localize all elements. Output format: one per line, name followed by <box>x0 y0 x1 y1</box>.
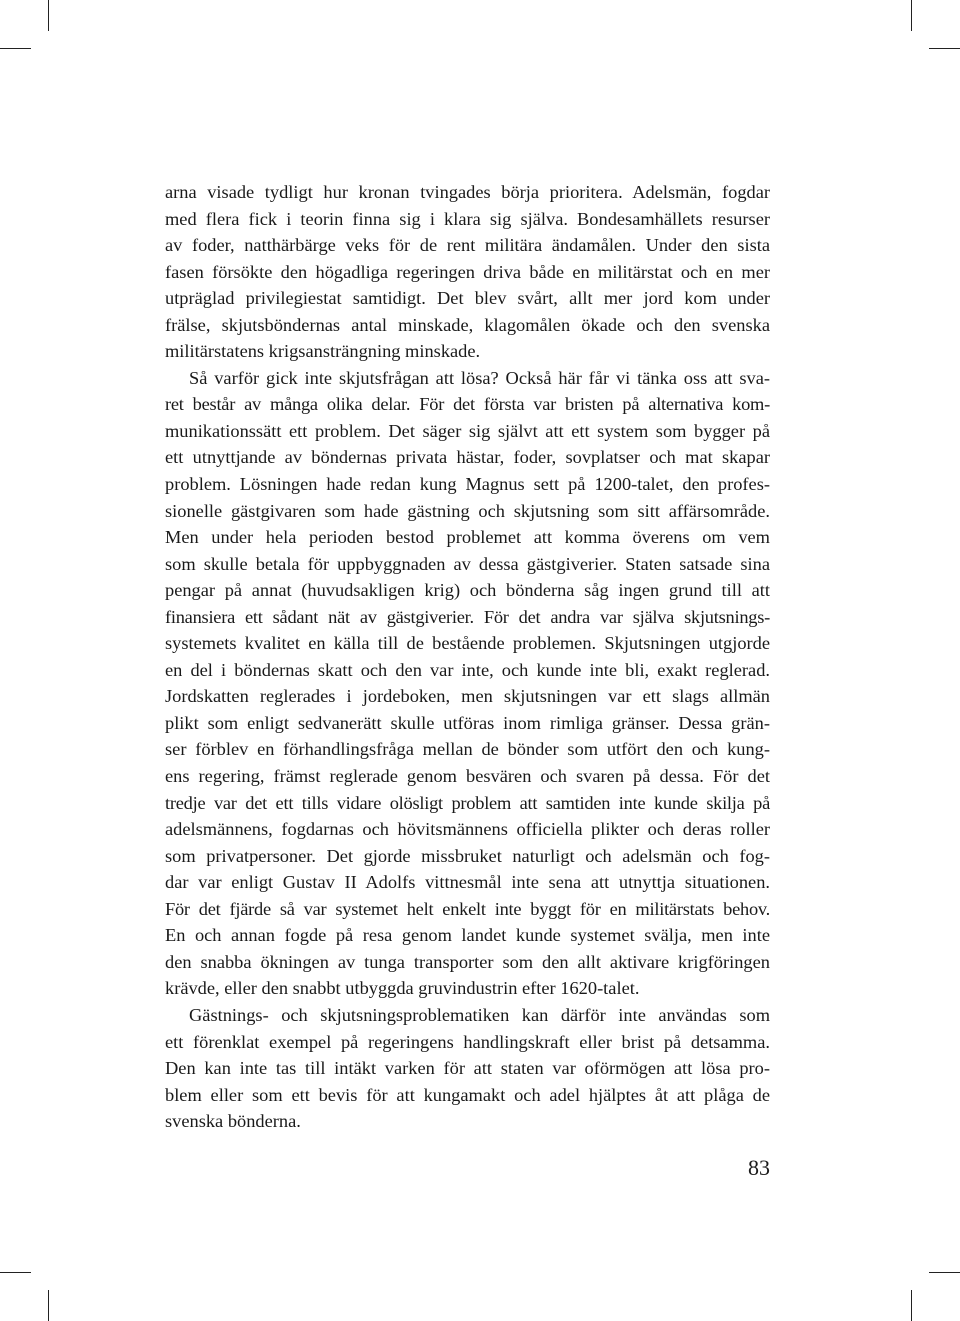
crop-mark-bottom-left <box>48 1290 49 1321</box>
crop-mark-right-top <box>929 48 960 49</box>
text-line: adelsmännens, fogdarnas och hövitsmännens officiella plikter och deras roller <box>165 819 770 840</box>
text-line-indented: Så varför gick inte skjutsfrågan att lösa? Också här får vi tänka oss att sva- <box>189 367 770 388</box>
text-line: Men under hela perioden bestod problemet att komma överens om vem <box>165 527 770 548</box>
text-line: krävde, eller den snabbt utbyggda gruvindustrin efter 1620-talet. <box>165 978 640 999</box>
text-line: den snabba ökningen av tunga transporter som den allt aktivare krigföringen <box>165 951 770 972</box>
text-line: svenska bönderna. <box>165 1111 301 1132</box>
text-line: finansiera ett sådant nät av gästgiverier. För det andra var själva skjutsnings- <box>165 606 770 627</box>
crop-mark-left-top <box>0 48 31 49</box>
text-line: För det fjärde så var systemet helt enkelt inte byggt för en militärstats behov. <box>165 898 770 919</box>
text-line: ser förblev en förhandlingsfråga mellan de bönder som utfört den och kung- <box>165 739 770 760</box>
text-line: som privatpersoner. Det gjorde missbruket naturligt och adelsmän och fog- <box>165 845 770 866</box>
text-line: blem eller som ett bevis för att kungamakt och adel hjälptes åt att plåga de <box>165 1084 770 1105</box>
text-line: som skulle betala för uppbyggnaden av dessa gästgiverier. Staten satsade sina <box>165 553 770 574</box>
text-line: dar var enligt Gustav II Adolfs vittnesmål inte sena att utnyttja situationen. <box>165 872 770 893</box>
text-line: utpräglad privilegiestat samtidigt. Det blev svårt, allt mer jord kom under <box>165 288 770 309</box>
crop-mark-top-left <box>48 0 49 31</box>
text-line: Jordskatten reglerades i jordeboken, men skjutsningen var ett slags allmän <box>165 686 770 707</box>
text-line: plikt som enligt sedvanerätt skulle utföras inom rimliga gränser. Dessa grän- <box>165 712 770 733</box>
text-line: arna visade tydligt hur kronan tvingades börja prioritera. Adelsmän, fogdar <box>165 182 770 202</box>
crop-mark-right-bottom <box>929 1272 960 1273</box>
text-line: fasen försökte den högadliga regeringen driva både en militärstat och en mer <box>165 261 770 282</box>
text-line: En och annan fogde på resa genom landet kunde systemet svälja, men inte <box>165 925 770 946</box>
text-line: tredje var det ett tills vidare olösligt problem att samtiden inte kunde skilja på <box>165 792 770 813</box>
text-line: ret består av många olika delar. För det första var bristen på alternativa kom- <box>165 394 770 415</box>
text-line: en del i böndernas skatt och den var inte, och kunde inte bli, exakt reglerad. <box>165 659 770 680</box>
text-line: med flera fick i teorin finna sig i klara sig själva. Bondesamhällets resurser <box>165 208 770 229</box>
text-line: ens regering, främst reglerade genom besvären och svaren på dessa. För det <box>165 766 770 787</box>
text-line: frälse, skjutsböndernas antal minskade, klagomålen ökade och den svenska <box>165 314 770 335</box>
body-text <box>165 179 770 1135</box>
text-line: ett förenklat exempel på regeringens handlingskraft eller brist på detsamma. <box>165 1031 770 1052</box>
text-line: systemets kvalitet en källa till de bestående problemen. Skjutsningen utgjorde <box>165 633 770 654</box>
text-line: problem. Lösningen hade redan kung Magnus sett på 1200-talet, den profes- <box>165 474 770 495</box>
crop-mark-left-bottom <box>0 1272 31 1273</box>
crop-mark-top-right <box>911 0 912 31</box>
text-line: sionelle gästgivaren som hade gästning och skjutsning som sitt affärsområde. <box>165 500 770 521</box>
page-number: 83 <box>748 1155 770 1180</box>
text-line: ett utnyttjande av böndernas privata hästar, foder, sovplatser och mat skapar <box>165 447 770 468</box>
text-line: Den kan inte tas till intäkt varken för att staten var oförmögen att lösa pro- <box>165 1058 770 1079</box>
text-line: av foder, natthärbärge veks för de rent militära ändamålen. Under den sista <box>165 235 770 256</box>
text-line: munikationssätt ett problem. Det säger sig självt att ett system som bygger på <box>165 420 770 441</box>
text-line: militärstatens krigsansträngning minskade. <box>165 341 481 362</box>
text-line-indented: Gästnings- och skjutsningsproblematiken kan därför inte användas som <box>189 1004 770 1025</box>
crop-mark-bottom-right <box>911 1290 912 1321</box>
text-line: pengar på annat (huvudsakligen krig) och bönderna såg ingen grund till att <box>165 580 770 601</box>
